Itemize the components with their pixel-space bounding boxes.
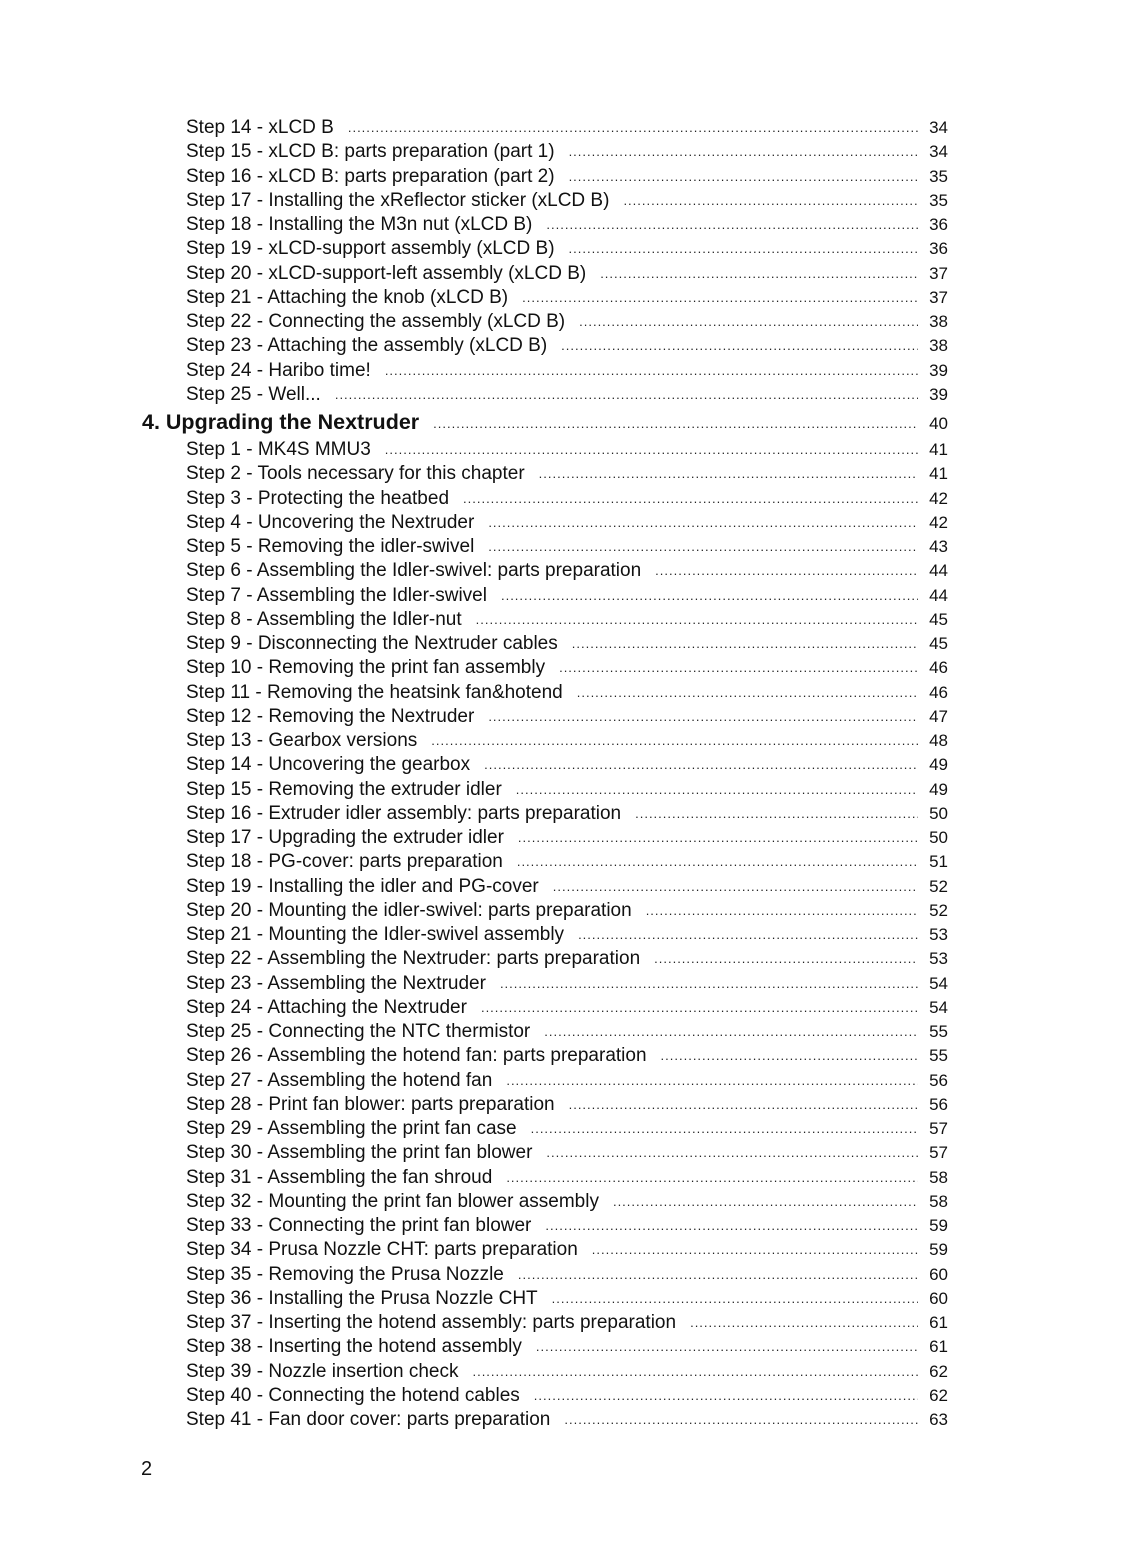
toc-step-entry[interactable]: [0, 802, 948, 826]
toc-entry-title: Step 23 - Assembling the Nextruder: [186, 972, 486, 994]
toc-step-entry[interactable]: [0, 1360, 948, 1384]
toc-entry-page-number: 41: [929, 464, 948, 484]
toc-dot-leader: [569, 237, 918, 261]
toc-dot-leader: [518, 826, 918, 850]
toc-entry-title: Step 15 - xLCD B: parts preparation (part 1): [186, 141, 555, 163]
toc-step-entry[interactable]: [0, 1141, 948, 1165]
toc-entry-title: Step 5 - Removing the idler-swivel: [186, 536, 475, 557]
toc-entry-title: Step 16 - Extruder idler assembly: parts preparation: [186, 802, 622, 824]
toc-entry-title: Step 41 - Fan door cover: parts preparation: [186, 1409, 551, 1430]
toc-dot-leader: [517, 850, 918, 874]
toc-entry-page-number: 38: [929, 312, 948, 331]
toc-entry-page-number: 57: [929, 1143, 948, 1163]
toc-entry-title: Step 36 - Installing the Prusa Nozzle CHT: [186, 1287, 538, 1309]
toc-dot-leader: [661, 1044, 918, 1068]
toc-dot-leader: [518, 1263, 918, 1287]
toc-entry-page-number: 60: [929, 1264, 948, 1284]
toc-entry-page-number: 57: [929, 1119, 948, 1138]
toc-entry-title: Step 20 - Mounting the idler-swivel: parts preparation: [186, 899, 632, 921]
toc-entry-title: Step 29 - Assembling the print fan case: [186, 1118, 517, 1139]
toc-entry-page-number: 56: [929, 1070, 948, 1090]
toc-step-entry[interactable]: [0, 1044, 948, 1068]
table-of-contents: [0, 116, 1134, 1432]
toc-dot-leader: [488, 511, 918, 535]
toc-entry-page-number: 50: [929, 828, 948, 847]
toc-entry-page-number: 36: [929, 239, 948, 259]
toc-entry-title: Step 12 - Removing the Nextruder: [186, 705, 475, 727]
toc-step-entry[interactable]: [0, 681, 948, 705]
toc-step-entry[interactable]: [0, 511, 948, 535]
toc-step-entry[interactable]: [0, 608, 948, 632]
toc-dot-leader: [655, 559, 918, 583]
toc-dot-leader: [385, 359, 918, 383]
toc-entry-page-number: 34: [929, 142, 948, 162]
toc-entry-title: Step 24 - Haribo time!: [186, 359, 371, 381]
toc-dot-leader: [553, 875, 918, 899]
toc-dot-leader: [592, 1238, 918, 1262]
toc-dot-leader: [613, 1190, 918, 1214]
toc-entry-title: Step 21 - Mounting the Idler-swivel assembly: [186, 924, 565, 945]
toc-entry-title: Step 21 - Attaching the knob (xLCD B): [186, 286, 509, 308]
toc-entry-title: Step 25 - Connecting the NTC thermistor: [186, 1021, 531, 1042]
toc-dot-leader: [559, 656, 918, 680]
toc-step-entry[interactable]: [0, 383, 948, 407]
toc-entry-title: Step 39 - Nozzle insertion check: [186, 1360, 459, 1382]
toc-entry-page-number: 62: [929, 1361, 948, 1381]
toc-dot-leader: [481, 996, 918, 1020]
toc-dot-leader: [546, 1141, 918, 1165]
toc-entry-page-number: 58: [929, 1167, 948, 1187]
toc-chapter-entry[interactable]: [0, 407, 948, 438]
toc-step-entry[interactable]: [0, 729, 948, 753]
toc-entry-title: Step 40 - Connecting the hotend cables: [186, 1384, 520, 1406]
toc-entry-title: Step 27 - Assembling the hotend fan: [186, 1069, 493, 1091]
toc-step-entry[interactable]: [0, 438, 948, 462]
toc-entry-title: Step 14 - Uncovering the gearbox: [186, 754, 471, 776]
toc-entry-page-number: 63: [929, 1410, 948, 1429]
toc-entry-title: Step 18 - Installing the M3n nut (xLCD B): [186, 214, 533, 235]
toc-step-entry[interactable]: [0, 1214, 948, 1238]
toc-dot-leader: [501, 584, 918, 608]
toc-step-entry[interactable]: [0, 1020, 948, 1044]
toc-entry-page-number: 55: [929, 1046, 948, 1066]
toc-step-entry[interactable]: [0, 286, 948, 310]
toc-entry-page-number: 39: [929, 384, 948, 404]
toc-dot-leader: [546, 213, 918, 237]
toc-entry-page-number: 62: [929, 1385, 948, 1405]
toc-dot-leader: [552, 1287, 918, 1311]
toc-dot-leader: [506, 1069, 918, 1093]
toc-dot-leader: [572, 632, 918, 656]
toc-entry-page-number: 35: [929, 190, 948, 210]
toc-step-entry[interactable]: [0, 1093, 948, 1117]
toc-step-entry[interactable]: [0, 632, 948, 656]
toc-entry-title: Step 10 - Removing the print fan assembly: [186, 657, 546, 679]
page-number: 2: [141, 1458, 153, 1480]
toc-entry-page-number: 46: [929, 682, 948, 702]
toc-dot-leader: [488, 705, 918, 729]
toc-entry-page-number: 37: [929, 263, 948, 283]
toc-entry-title: Step 22 - Assembling the Nextruder: parts preparation: [186, 948, 641, 970]
toc-step-entry[interactable]: [0, 1408, 948, 1432]
toc-entry-page-number: 52: [929, 900, 948, 920]
toc-entry-title: Step 15 - Removing the extruder idler: [186, 778, 502, 800]
toc-entry-page-number: 58: [929, 1191, 948, 1211]
toc-entry-title: Step 37 - Inserting the hotend assembly: parts preparation: [186, 1312, 677, 1333]
toc-entry-page-number: 40: [929, 414, 948, 433]
toc-entry-title: 4. Upgrading the Nextruder: [142, 410, 420, 434]
toc-dot-leader: [522, 286, 918, 310]
toc-step-entry[interactable]: [0, 996, 948, 1020]
toc-step-entry[interactable]: [0, 778, 948, 802]
toc-dot-leader: [564, 1408, 918, 1432]
toc-entry-title: Step 30 - Assembling the print fan blower: [186, 1142, 533, 1164]
toc-entry-title: Step 19 - xLCD-support assembly (xLCD B): [186, 238, 555, 260]
toc-step-entry[interactable]: [0, 826, 948, 850]
toc-entry-title: Step 32 - Mounting the print fan blower assembly: [186, 1190, 599, 1212]
toc-entry-page-number: 51: [929, 852, 948, 872]
toc-entry-page-number: 53: [929, 925, 948, 944]
toc-entry-page-number: 47: [929, 706, 948, 726]
toc-step-entry[interactable]: [0, 875, 948, 899]
toc-dot-leader: [579, 310, 918, 334]
toc-step-entry[interactable]: [0, 1117, 948, 1141]
toc-dot-leader: [476, 608, 918, 632]
toc-entry-title: Step 4 - Uncovering the Nextruder: [186, 511, 475, 533]
toc-step-entry[interactable]: [0, 116, 948, 140]
toc-dot-leader: [569, 165, 918, 189]
toc-step-entry[interactable]: [0, 262, 948, 286]
toc-step-entry[interactable]: [0, 462, 948, 486]
toc-dot-leader: [690, 1311, 918, 1335]
toc-step-entry[interactable]: [0, 535, 948, 559]
toc-step-entry[interactable]: [0, 923, 948, 947]
toc-entry-title: Step 14 - xLCD B: [186, 117, 334, 138]
toc-dot-leader: [545, 1214, 918, 1238]
toc-dot-leader: [534, 1384, 918, 1408]
toc-step-entry[interactable]: [0, 584, 948, 608]
toc-entry-page-number: 38: [929, 336, 948, 356]
toc-entry-page-number: 48: [929, 731, 948, 750]
toc-entry-page-number: 44: [929, 561, 948, 581]
toc-entry-title: Step 1 - MK4S MMU3: [186, 439, 371, 460]
toc-entry-title: Step 38 - Inserting the hotend assembly: [186, 1336, 522, 1358]
toc-entry-page-number: 60: [929, 1288, 948, 1308]
toc-dot-leader: [516, 778, 918, 802]
toc-entry-title: Step 2 - Tools necessary for this chapter: [186, 463, 525, 485]
toc-step-entry[interactable]: [0, 310, 948, 334]
toc-step-entry[interactable]: [0, 1238, 948, 1262]
toc-dot-leader: [544, 1020, 918, 1044]
toc-dot-leader: [577, 681, 918, 705]
toc-entry-page-number: 54: [929, 997, 948, 1017]
toc-entry-page-number: 41: [929, 440, 948, 459]
toc-dot-leader: [536, 1335, 918, 1359]
toc-step-entry[interactable]: [0, 1069, 948, 1093]
toc-entry-title: Step 22 - Connecting the assembly (xLCD B): [186, 311, 566, 332]
toc-entry-title: Step 13 - Gearbox versions: [186, 730, 418, 751]
toc-entry-page-number: 37: [929, 287, 948, 307]
toc-dot-leader: [561, 334, 918, 358]
toc-entry-title: Step 19 - Installing the idler and PG-cover: [186, 875, 539, 897]
toc-entry-page-number: 42: [929, 488, 948, 508]
toc-dot-leader: [569, 1093, 918, 1117]
toc-step-entry[interactable]: [0, 899, 948, 923]
toc-entry-page-number: 43: [929, 537, 948, 556]
toc-dot-leader: [484, 753, 918, 777]
toc-step-entry[interactable]: [0, 1263, 948, 1287]
toc-step-entry[interactable]: [0, 753, 948, 777]
toc-entry-page-number: 46: [929, 658, 948, 678]
toc-entry-title: Step 23 - Attaching the assembly (xLCD B): [186, 335, 548, 357]
toc-entry-title: Step 33 - Connecting the print fan blower: [186, 1215, 532, 1236]
toc-entry-page-number: 54: [929, 973, 948, 993]
toc-entry-page-number: 45: [929, 609, 948, 629]
toc-entry-page-number: 59: [929, 1216, 948, 1235]
toc-step-entry[interactable]: [0, 1287, 948, 1311]
toc-dot-leader: [646, 899, 918, 923]
toc-step-entry[interactable]: [0, 947, 948, 971]
toc-dot-leader: [500, 972, 918, 996]
toc-dot-leader: [506, 1166, 918, 1190]
toc-dot-leader: [433, 408, 918, 439]
toc-dot-leader: [335, 383, 918, 407]
toc-step-entry[interactable]: [0, 1166, 948, 1190]
toc-entry-title: Step 16 - xLCD B: parts preparation (part 2): [186, 165, 555, 187]
toc-dot-leader: [578, 923, 918, 947]
toc-entry-title: Step 18 - PG-cover: parts preparation: [186, 851, 503, 873]
toc-step-entry[interactable]: [0, 334, 948, 358]
toc-step-entry[interactable]: [0, 237, 948, 261]
toc-dot-leader: [431, 729, 918, 753]
toc-entry-page-number: 59: [929, 1240, 948, 1260]
toc-entry-title: Step 31 - Assembling the fan shroud: [186, 1166, 493, 1188]
toc-step-entry[interactable]: [0, 705, 948, 729]
toc-step-entry[interactable]: [0, 850, 948, 874]
toc-entry-title: Step 24 - Attaching the Nextruder: [186, 996, 467, 1018]
toc-entry-page-number: 56: [929, 1094, 948, 1114]
toc-step-entry[interactable]: [0, 213, 948, 237]
toc-step-entry[interactable]: [0, 359, 948, 383]
toc-entry-title: Step 3 - Protecting the heatbed: [186, 487, 450, 509]
toc-entry-page-number: 45: [929, 634, 948, 653]
toc-entry-page-number: 61: [929, 1337, 948, 1357]
toc-step-entry[interactable]: [0, 1335, 948, 1359]
toc-step-entry[interactable]: [0, 189, 948, 213]
toc-dot-leader: [600, 262, 918, 286]
toc-entry-title: Step 35 - Removing the Prusa Nozzle: [186, 1263, 504, 1285]
toc-entry-page-number: 49: [929, 779, 948, 799]
toc-entry-title: Step 17 - Installing the xReflector sticker (xLCD B): [186, 189, 610, 211]
toc-entry-page-number: 44: [929, 585, 948, 605]
toc-entry-page-number: 55: [929, 1022, 948, 1041]
toc-dot-leader: [463, 487, 918, 511]
toc-entry-title: Step 9 - Disconnecting the Nextruder cables: [186, 633, 558, 654]
toc-entry-page-number: 42: [929, 512, 948, 532]
toc-step-entry[interactable]: [0, 559, 948, 583]
toc-step-entry[interactable]: [0, 140, 948, 164]
toc-step-entry[interactable]: [0, 1190, 948, 1214]
toc-step-entry[interactable]: [0, 656, 948, 680]
toc-dot-leader: [635, 802, 918, 826]
toc-entry-page-number: 50: [929, 803, 948, 823]
toc-entry-page-number: 34: [929, 118, 948, 137]
toc-entry-title: Step 7 - Assembling the Idler-swivel: [186, 584, 487, 606]
toc-dot-leader: [569, 140, 918, 164]
toc-dot-leader: [654, 947, 918, 971]
toc-entry-title: Step 6 - Assembling the Idler-swivel: parts preparation: [186, 560, 642, 582]
toc-entry-page-number: 35: [929, 166, 948, 186]
toc-dot-leader: [472, 1360, 918, 1384]
toc-dot-leader: [623, 189, 918, 213]
toc-dot-leader: [348, 116, 918, 140]
toc-entry-title: Step 11 - Removing the heatsink fan&hotend: [186, 681, 563, 703]
toc-step-entry[interactable]: [0, 487, 948, 511]
toc-entry-page-number: 36: [929, 215, 948, 234]
toc-step-entry[interactable]: [0, 1311, 948, 1335]
toc-step-entry[interactable]: [0, 165, 948, 189]
toc-entry-title: Step 28 - Print fan blower: parts preparation: [186, 1093, 555, 1115]
toc-step-entry[interactable]: [0, 1384, 948, 1408]
toc-dot-leader: [488, 535, 918, 559]
toc-entry-page-number: 61: [929, 1313, 948, 1332]
toc-entry-title: Step 8 - Assembling the Idler-nut: [186, 608, 462, 630]
toc-entry-title: Step 25 - Well...: [186, 383, 321, 405]
toc-entry-page-number: 39: [929, 360, 948, 380]
toc-entry-page-number: 49: [929, 755, 948, 775]
toc-entry-page-number: 52: [929, 876, 948, 896]
toc-entry-title: Step 34 - Prusa Nozzle CHT: parts preparation: [186, 1239, 578, 1261]
toc-entry-title: Step 17 - Upgrading the extruder idler: [186, 827, 504, 848]
toc-entry-title: Step 20 - xLCD-support-left assembly (xLCD B): [186, 262, 587, 284]
toc-dot-leader: [539, 462, 918, 486]
toc-entry-title: Step 26 - Assembling the hotend fan: parts preparation: [186, 1045, 647, 1067]
toc-entry-page-number: 53: [929, 949, 948, 969]
toc-dot-leader: [531, 1117, 918, 1141]
toc-dot-leader: [385, 438, 918, 462]
toc-step-entry[interactable]: [0, 972, 948, 996]
